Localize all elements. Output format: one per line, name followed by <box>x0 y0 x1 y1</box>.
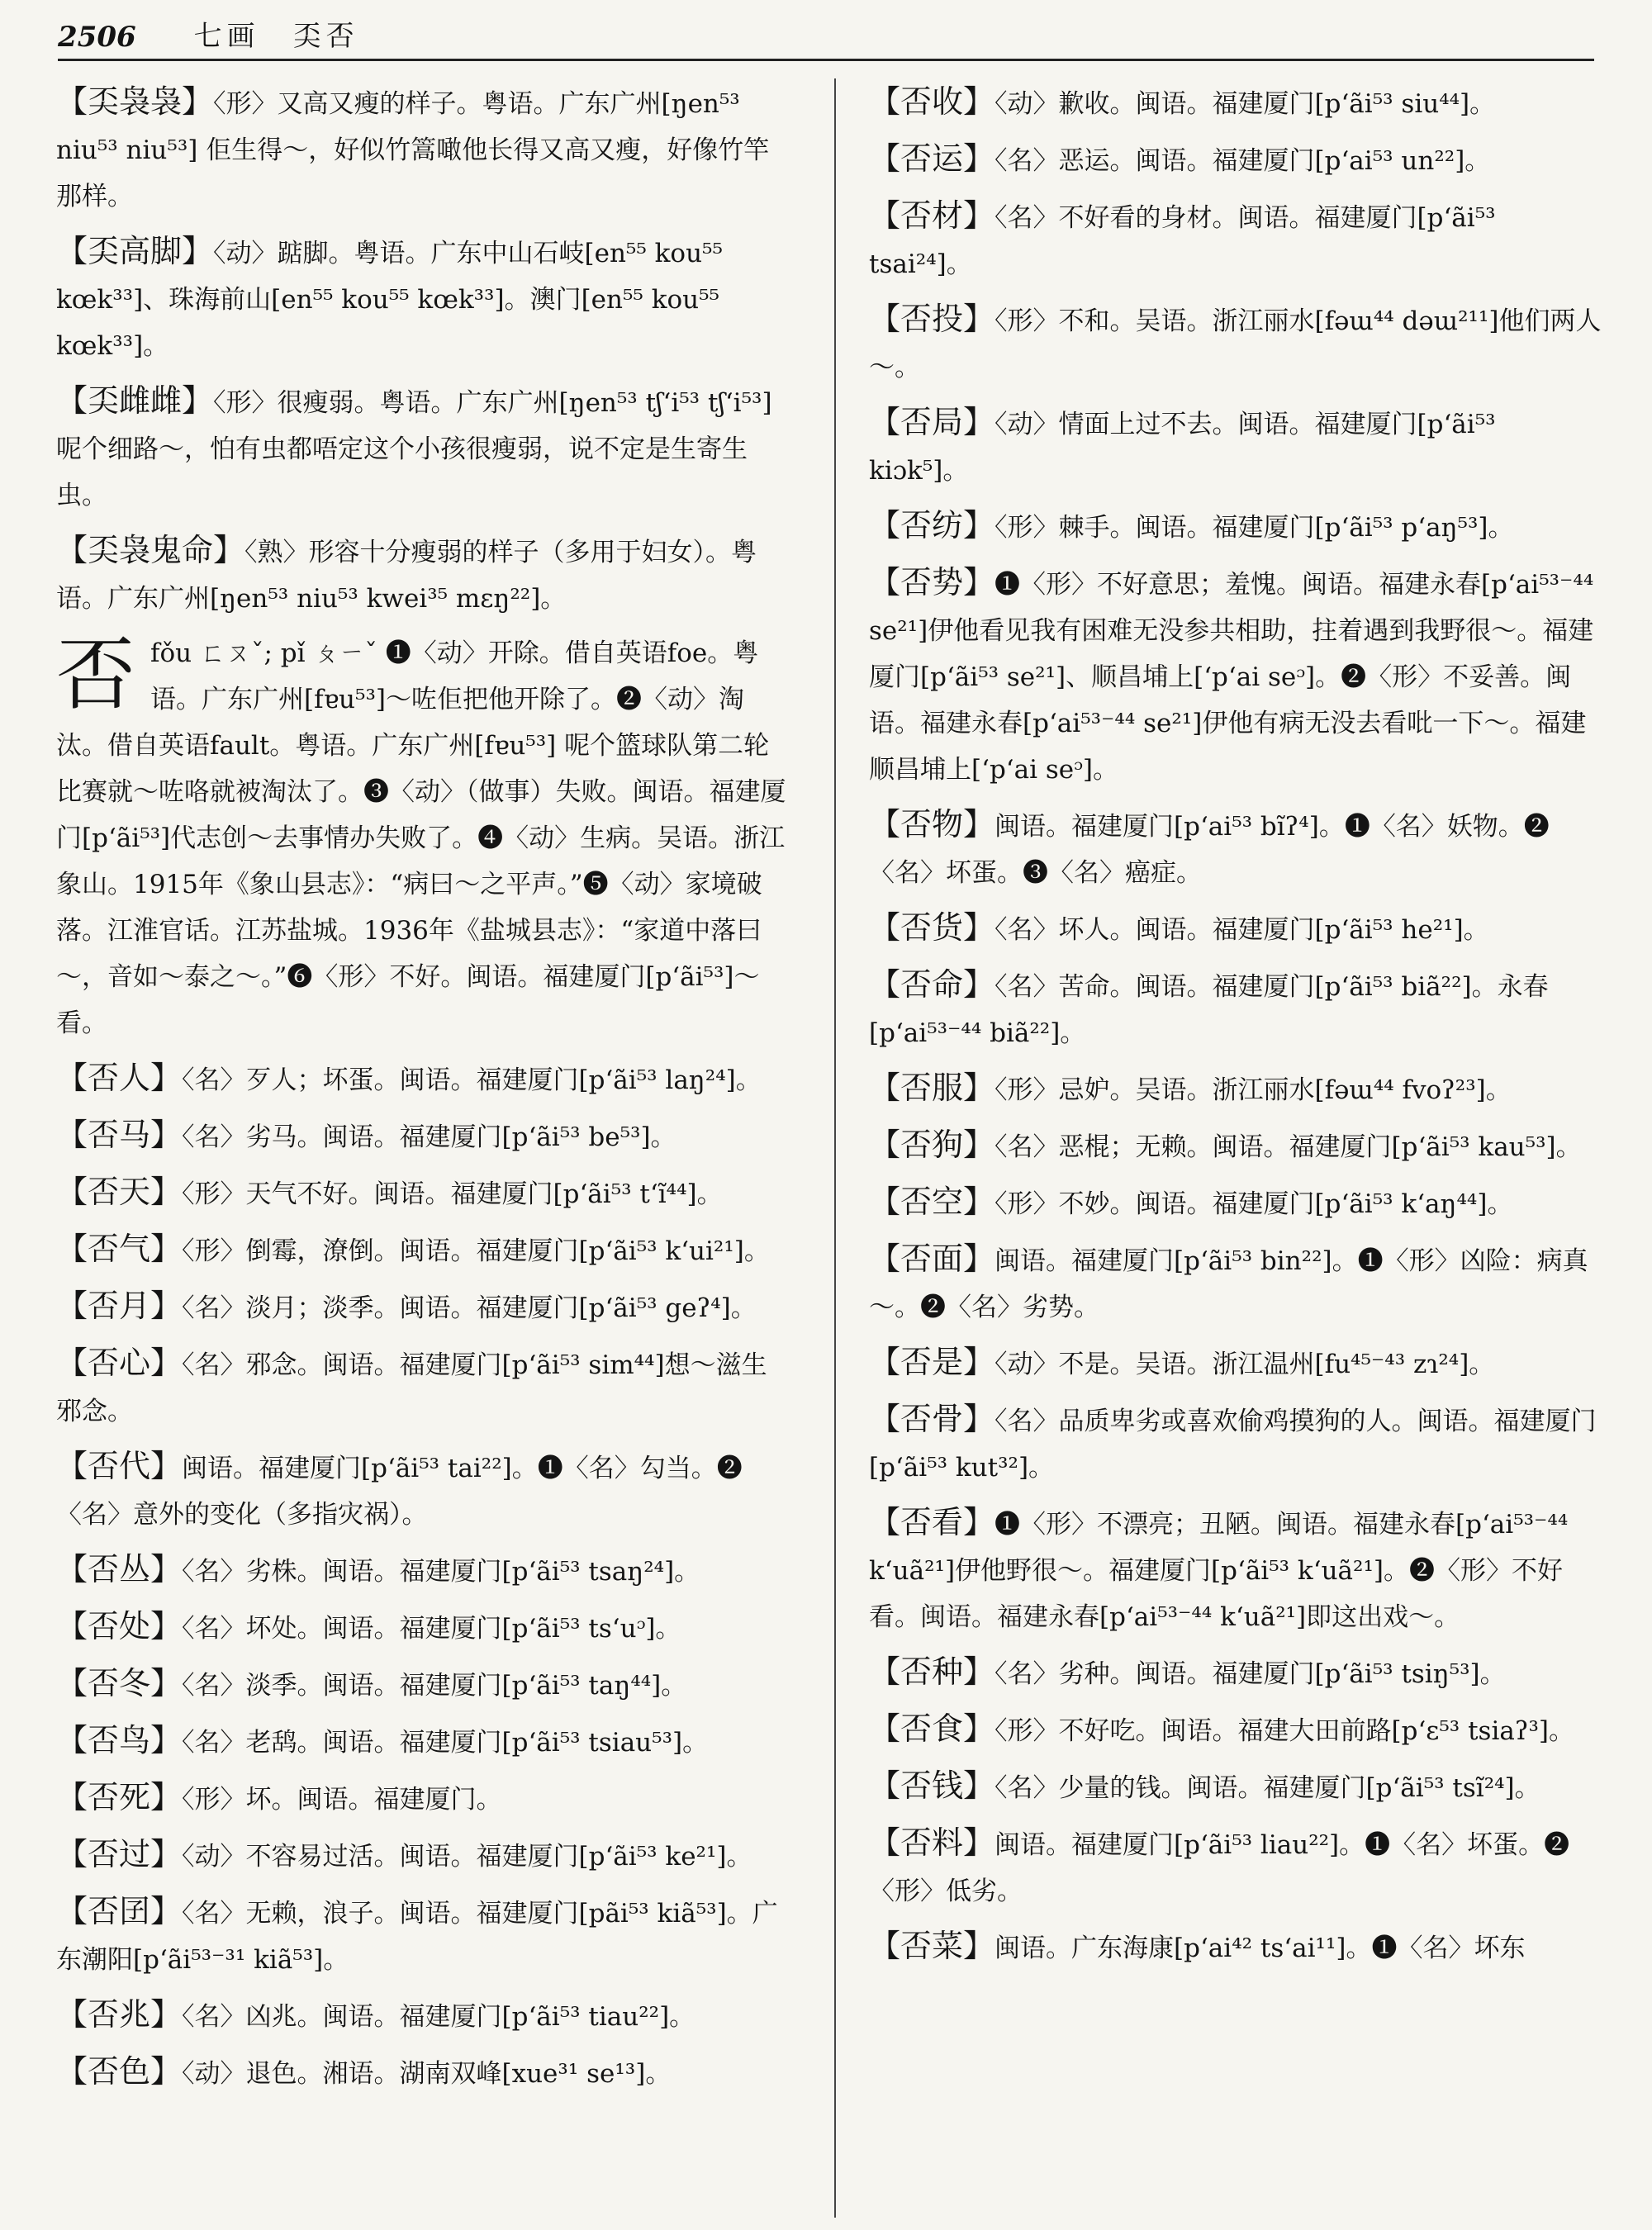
entry-headword: 【奀雌雌】 <box>56 382 214 419</box>
dictionary-entry <box>869 1122 1602 1170</box>
entry-headword: 【否心】 <box>56 1345 183 1381</box>
entry-definition: 〈形〉又高又瘦的样子。粤语。广东广州[ŋen⁵³ niu⁵³ niu⁵³] 佢生得～，好似竹篙噉他长得又高又瘦，好像竹竿那样。 <box>56 89 770 211</box>
dictionary-entry <box>56 527 791 622</box>
dictionary-entry <box>56 1774 791 1823</box>
entry-headword: 【否丛】 <box>56 1551 183 1587</box>
entry-definition: 〈动〉踮脚。粤语。广东中山石岐[en⁵⁵ kou⁵⁵ kœk³³]、珠海前山[en⁵⁵ kou⁵⁵ kœk³³]。澳门[en⁵⁵ kou⁵⁵ kœk³³]。 <box>56 239 723 361</box>
page-header-title: 七画 奀否 <box>193 20 359 53</box>
entry-headword: 【否看】 <box>869 1504 995 1540</box>
entry-definition: 〈名〉无赖，浪子。闽语。福建厦门[pãi⁵³ kiã⁵³]。广东潮阳[pʻãi⁵³⁻³¹ kiã⁵³]。 <box>56 1899 778 1975</box>
entry-headword: 【否天】 <box>56 1174 183 1210</box>
dictionary-entry <box>56 1546 791 1595</box>
entry-definition: 〈形〉不好吃。闽语。福建大田前路[pʻɛ⁵³ tsiaʔ³]。 <box>995 1716 1574 1746</box>
entry-definition: 〈名〉劣马。闽语。福建厦门[pʻãi⁵³ be⁵³]。 <box>182 1122 676 1152</box>
entry-headword: 【否空】 <box>869 1184 995 1220</box>
entry-definition: 〈形〉倒霉，潦倒。闽语。福建厦门[pʻãi⁵³ kʻui²¹]。 <box>182 1236 770 1266</box>
entry-headword: 【否人】 <box>56 1060 183 1096</box>
entry-definition: 〈名〉品质卑劣或喜欢偷鸡摸狗的人。闽语。福建厦门[pʻãi⁵³ kut³²]。 <box>869 1407 1597 1483</box>
entry-definition: 〈名〉少量的钱。闽语。福建厦门[pʻãi⁵³ tsĩ²⁴]。 <box>995 1773 1540 1803</box>
dictionary-entry <box>869 296 1602 391</box>
entry-definition: 闽语。福建厦门[pʻãi⁵³ tai²²]。❶〈名〉勾当。❷〈名〉意外的变化（多指灾祸）。 <box>56 1454 743 1530</box>
dictionary-entry <box>869 904 1602 953</box>
entry-definition: 〈形〉忌妒。吴语。浙江丽水[fəɯ⁴⁴ fvoʔ²³]。 <box>995 1075 1512 1105</box>
entry-definition: 〈名〉恶棍；无赖。闽语。福建厦门[pʻãi⁵³ kau⁵³]。 <box>995 1132 1582 1162</box>
entry-headword: 【否局】 <box>869 404 995 440</box>
entry-headword: 【否月】 <box>56 1288 183 1324</box>
dictionary-entry <box>869 559 1602 793</box>
dictionary-entry <box>56 1443 791 1538</box>
entry-definition: 〈形〉不妙。闽语。福建厦门[pʻãi⁵³ kʻaŋ⁴⁴]。 <box>995 1189 1513 1219</box>
dictionary-entry <box>869 502 1602 551</box>
dictionary-entry <box>56 1888 791 1983</box>
entry-definition: 〈动〉不是。吴语。浙江温州[fu⁴⁵⁻⁴³ zɿ²⁴]。 <box>995 1350 1495 1379</box>
dictionary-entry <box>56 1831 791 1880</box>
entry-headword: 【奀袅袅】 <box>56 83 214 120</box>
entry-definition: 〈形〉棘手。闽语。福建厦门[pʻãi⁵³ pʻaŋ⁵³]。 <box>995 513 1514 543</box>
dictionary-entry <box>869 1179 1602 1227</box>
dictionary-entry <box>56 228 791 369</box>
entry-definition: 〈名〉恶运。闽语。福建厦门[pʻai⁵³ un²²]。 <box>995 146 1491 176</box>
entry-definition: 〈动〉歉收。闽语。福建厦门[pʻãi⁵³ siu⁴⁴]。 <box>995 89 1496 119</box>
dictionary-entry <box>56 1660 791 1709</box>
dictionary-entry <box>56 377 791 519</box>
dictionary-entry <box>869 1763 1602 1811</box>
entry-headword: 【否面】 <box>869 1241 995 1277</box>
entry-headword: 【否马】 <box>56 1117 183 1153</box>
entry-definition: 〈动〉退色。湘语。湖南双峰[xue³¹ se¹³]。 <box>182 2059 672 2089</box>
entry-definition: 〈名〉劣种。闽语。福建厦门[pʻãi⁵³ tsiŋ⁵³]。 <box>995 1659 1506 1689</box>
entry-headword: 【否势】 <box>869 564 995 600</box>
dictionary-entry <box>56 1226 791 1274</box>
column-divider <box>834 78 836 2218</box>
entry-headword: 【否过】 <box>56 1836 183 1872</box>
right-column <box>869 78 1602 1980</box>
dictionary-entry <box>56 1112 791 1160</box>
entry-headword: 【否钱】 <box>869 1767 995 1804</box>
entry-headword: 【否死】 <box>56 1779 183 1815</box>
entry-headword: 【否骨】 <box>869 1401 995 1437</box>
page-number: 2506 <box>58 21 136 54</box>
dictionary-entry <box>869 1499 1602 1640</box>
dictionary-entry <box>56 1169 791 1217</box>
entry-definition: 闽语。福建厦门[pʻai⁵³ bĩʔ⁴]。❶〈名〉妖物。❷〈名〉坏蛋。❸〈名〉癌症。 <box>869 812 1550 888</box>
dictionary-entry <box>869 1236 1602 1331</box>
entry-headword: 【否料】 <box>869 1824 995 1861</box>
entry-headword: 【否兆】 <box>56 1996 183 2033</box>
dictionary-entry <box>56 2048 791 2097</box>
dictionary-entry <box>56 1717 791 1766</box>
entry-headword: 【奀高脚】 <box>56 233 214 269</box>
entry-headword: 【否纺】 <box>869 507 995 543</box>
dictionary-entry <box>869 1065 1602 1113</box>
dictionary-entry <box>869 1396 1602 1491</box>
entry-definition: 〈名〉坏人。闽语。福建厦门[pʻãi⁵³ he²¹]。 <box>995 915 1489 945</box>
entry-definition: fǒu ㄈㄡˇ; pǐ ㄆㄧˇ ❶〈动〉开除。借自英语foe。粤语。广东广州[fɐu⁵³]～咗佢把他开除了。❷〈动〉淘汰。借自英语fault。粤语。广东广州[fɐu⁵³] 呢个篮球队第二轮比赛就～咗咯就被淘汰了。❸〈动〉（做事）失败。闽语。福建厦门[pʻãi⁵³]代志创～去事情办失败了。❹〈动〉生病。吴语。浙江象山。1915年《象山县志》：“病曰～之平声。”❺〈动〉家境破落。江淮官话。江苏盐城。1936年《盐城县志》：“家道中落曰～，音如～泰之～。”❻〈形〉不好。闽语。福建厦门[pʻãi⁵³]～看。 <box>56 638 786 1038</box>
entry-headword: 【否狗】 <box>869 1127 995 1163</box>
entry-definition: 闽语。福建厦门[pʻãi⁵³ liau²²]。❶〈名〉坏蛋。❷〈形〉低劣。 <box>869 1830 1570 1906</box>
entry-definition: 〈动〉情面上过不去。闽语。福建厦门[pʻãi⁵³ kiɔk⁵]。 <box>869 410 1496 486</box>
entry-definition: 〈形〉不和。吴语。浙江丽水[fəɯ⁴⁴ dəɯ²¹¹]他们两人～。 <box>869 306 1602 382</box>
entry-headword: 【否代】 <box>56 1448 183 1484</box>
dictionary-entry <box>56 1055 791 1103</box>
entry-definition: 〈名〉苦命。闽语。福建厦门[pʻãi⁵³ biã²²]。永春[pʻai⁵³⁻⁴⁴ biã²²]。 <box>869 972 1549 1048</box>
dictionary-entry <box>869 1923 1602 1971</box>
entry-definition: 〈名〉歹人；坏蛋。闽语。福建厦门[pʻãi⁵³ laŋ²⁴]。 <box>182 1065 762 1095</box>
dictionary-entry <box>56 78 791 220</box>
entry-definition: 〈名〉坏处。闽语。福建厦门[pʻãi⁵³ tsʻuᵓ]。 <box>182 1614 681 1644</box>
entry-definition: 〈熟〉形容十分瘦弱的样子（多用于妇女）。粤语。广东广州[ŋen⁵³ niu⁵³ kwei³⁵ mɛŋ²²]。 <box>56 538 757 614</box>
headword-character: 否 <box>56 629 135 721</box>
entry-definition: 〈名〉老鸹。闽语。福建厦门[pʻãi⁵³ tsiau⁵³]。 <box>182 1728 709 1758</box>
entry-definition: 〈名〉邪念。闽语。福建厦门[pʻãi⁵³ sim⁴⁴]想～滋生邪念。 <box>56 1350 767 1426</box>
dictionary-entry <box>56 1283 791 1331</box>
left-column <box>56 78 791 2105</box>
entry-headword: 【否服】 <box>869 1070 995 1106</box>
entry-headword: 【否处】 <box>56 1608 183 1644</box>
entry-definition: 〈名〉劣株。闽语。福建厦门[pʻãi⁵³ tsaŋ²⁴]。 <box>182 1557 700 1587</box>
entry-headword: 【否菜】 <box>869 1928 995 1964</box>
entry-headword: 【否色】 <box>56 2053 183 2090</box>
dictionary-entry <box>56 630 791 1046</box>
dictionary-entry <box>869 1339 1602 1388</box>
entry-headword: 【否气】 <box>56 1231 183 1267</box>
dictionary-entry <box>56 1340 791 1435</box>
entry-headword: 【否是】 <box>869 1344 995 1380</box>
entry-headword: 【否命】 <box>869 966 995 1003</box>
entry-definition: 〈名〉凶兆。闽语。福建厦门[pʻãi⁵³ tiau²²]。 <box>182 2002 695 2032</box>
entry-headword: 【奀袅鬼命】 <box>56 532 245 568</box>
dictionary-entry <box>56 1991 791 2040</box>
entry-headword: 【否种】 <box>869 1654 995 1690</box>
page-header <box>58 18 1594 61</box>
entry-definition: ❶〈形〉不漂亮；丑陋。闽语。福建永春[pʻai⁵³⁻⁴⁴ kʻuã²¹]伊他野很～。福建厦门[pʻãi⁵³ kʻuã²¹]。❷〈形〉不好看。闽语。福建永春[pʻai⁵³⁻⁴⁴ kʻuã²¹]即这出戏～。 <box>869 1510 1569 1632</box>
entry-definition: 闽语。福建厦门[pʻãi⁵³ bin²²]。❶〈形〉凶险：病真～。❷〈名〉劣势。 <box>869 1246 1588 1322</box>
entry-definition: 〈动〉不容易过活。闽语。福建厦门[pʻãi⁵³ ke²¹]。 <box>182 1842 752 1872</box>
dictionary-entry <box>869 961 1602 1056</box>
entry-headword: 【否物】 <box>869 806 995 842</box>
entry-definition: 〈形〉很瘦弱。粤语。广东广州[ŋen⁵³ tʃʻi⁵³ tʃʻi⁵³] 呢个细路～，怕有虫都唔定这个小孩很瘦弱，说不定是生寄生虫。 <box>56 388 772 510</box>
entry-headword: 【否材】 <box>869 197 995 234</box>
dictionary-entry <box>869 1649 1602 1697</box>
entry-definition: 〈名〉不好看的身材。闽语。福建厦门[pʻãi⁵³ tsai²⁴]。 <box>869 203 1496 279</box>
entry-definition: 〈名〉淡季。闽语。福建厦门[pʻãi⁵³ taŋ⁴⁴]。 <box>182 1671 687 1701</box>
dictionary-entry <box>869 1706 1602 1754</box>
dictionary-entry <box>869 78 1602 127</box>
dictionary-entry <box>869 135 1602 184</box>
entry-headword: 【否货】 <box>869 909 995 946</box>
entry-definition: 〈形〉天气不好。闽语。福建厦门[pʻãi⁵³ tʻĩ⁴⁴]。 <box>182 1179 723 1209</box>
entry-headword: 【否冬】 <box>56 1665 183 1701</box>
entry-definition: 闽语。广东海康[pʻai⁴² tsʻai¹¹]。❶〈名〉坏东 <box>995 1933 1526 1963</box>
dictionary-entry <box>56 1603 791 1652</box>
entry-headword: 【否运】 <box>869 140 995 177</box>
entry-definition: ❶〈形〉不好意思；羞愧。闽语。福建永春[pʻai⁵³⁻⁴⁴ se²¹]伊他看见我有困难无没参共相助，拄着遇到我野很～。福建厦门[pʻãi⁵³ se²¹]、顺昌埔上[ʻpʻai seᵓ]。❷〈形〉不妥善。闽语。福建永春[pʻai⁵³⁻⁴⁴ se²¹]伊他有病无没去看吡一下～。福建顺昌埔上[ʻpʻai seᵓ]。 <box>869 570 1594 785</box>
dictionary-entry <box>869 801 1602 896</box>
dictionary-entry <box>869 192 1602 287</box>
entry-headword: 【否鸟】 <box>56 1722 183 1758</box>
entry-definition: 〈形〉坏。闽语。福建厦门。 <box>182 1785 502 1815</box>
entry-definition: 〈名〉淡月；淡季。闽语。福建厦门[pʻãi⁵³ geʔ⁴]。 <box>182 1293 757 1323</box>
dictionary-entry <box>869 399 1602 494</box>
dictionary-entry <box>869 1820 1602 1914</box>
entry-headword: 【否食】 <box>869 1710 995 1747</box>
entry-headword: 【否投】 <box>869 301 995 337</box>
entry-headword: 【否囝】 <box>56 1893 183 1929</box>
entry-headword: 【否收】 <box>869 83 995 120</box>
